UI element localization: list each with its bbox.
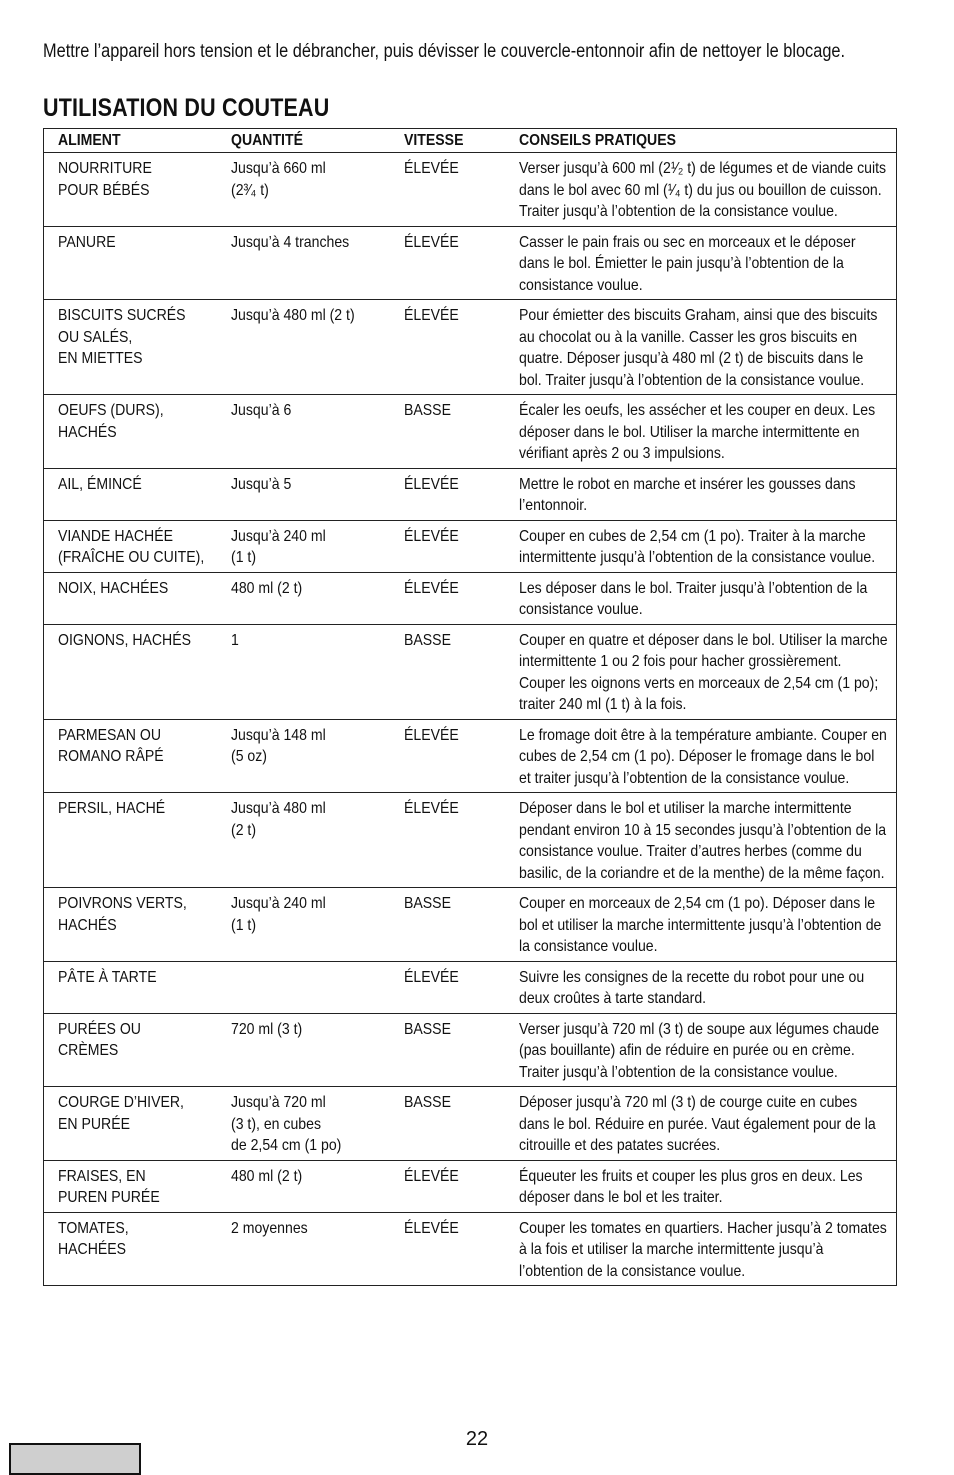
cell-quantite: 720 ml (3 t): [225, 1013, 398, 1087]
section-heading: UTILISATION DU COUTEAU: [43, 94, 330, 122]
cell-aliment: PURÉES OU CRÈMES: [44, 1013, 226, 1087]
cell-conseils: Le fromage doit être à la température ambiante. Couper en cubes de 2,54 cm (1 po). Déposer le fromage dans le bol et traiter jusqu’à l’obtention de la consistance voulue.: [513, 719, 897, 793]
cell-vitesse: ÉLEVÉE: [398, 793, 513, 888]
cell-vitesse: BASSE: [398, 1013, 513, 1087]
table-row: [44, 153, 897, 227]
column-header-conseils: CONSEILS PRATIQUES: [513, 129, 897, 153]
cell-aliment: NOIX, HACHÉES: [44, 572, 226, 624]
column-header-aliment: ALIMENT: [44, 129, 226, 153]
cell-vitesse: ÉLEVÉE: [398, 520, 513, 572]
cell-aliment: POIVRONS VERTS, HACHÉS: [44, 888, 226, 962]
cell-aliment: BISCUITS SUCRÉS OU SALÉS, EN MIETTES: [44, 300, 226, 395]
intro-paragraph: Mettre l’appareil hors tension et le débrancher, puis dévisser le couvercle-entonnoir afin de nettoyer le blocage.: [43, 41, 846, 62]
cell-vitesse: ÉLEVÉE: [398, 300, 513, 395]
table-row: [44, 520, 897, 572]
cell-conseils: Couper en morceaux de 2,54 cm (1 po). Déposer dans le bol et utiliser la marche intermittente jusqu’à l’obtention de la consistance voulue.: [513, 888, 897, 962]
cell-aliment: NOURRITURE POUR BÉBÉS: [44, 153, 226, 227]
table-row: [44, 1013, 897, 1087]
cell-aliment: OEUFS (DURS), HACHÉS: [44, 395, 226, 469]
cell-vitesse: ÉLEVÉE: [398, 961, 513, 1013]
table-row: [44, 572, 897, 624]
cell-conseils: Verser jusqu’à 720 ml (3 t) de soupe aux légumes chaude (pas bouillante) afin de réduire en purée ou en crème. Traiter jusqu’à l’obtention de la consistance voulue.: [513, 1013, 897, 1087]
cell-aliment: COURGE D’HIVER, EN PURÉE: [44, 1087, 226, 1161]
table-row: [44, 300, 897, 395]
cell-quantite: 2 moyennes: [225, 1212, 398, 1286]
cell-conseils: Suivre les consignes de la recette du robot pour une ou deux croûtes à tarte standard.: [513, 961, 897, 1013]
cell-vitesse: BASSE: [398, 888, 513, 962]
cell-quantite: [225, 961, 398, 1013]
cell-quantite: Jusqu’à 480 ml (2 t): [225, 793, 398, 888]
cell-vitesse: BASSE: [398, 624, 513, 719]
cell-conseils: Casser le pain frais ou sec en morceaux et le déposer dans le bol. Émietter le pain jusqu’à l’obtention de la consistance voulue.: [513, 226, 897, 300]
cell-aliment: PERSIL, HACHÉ: [44, 793, 226, 888]
cell-vitesse: ÉLEVÉE: [398, 153, 513, 227]
cell-quantite: Jusqu’à 4 tranches: [225, 226, 398, 300]
table-row: [44, 1087, 897, 1161]
table-row: [44, 719, 897, 793]
cell-vitesse: BASSE: [398, 395, 513, 469]
cell-aliment: TOMATES, HACHÉES: [44, 1212, 226, 1286]
cell-aliment: OIGNONS, HACHÉS: [44, 624, 226, 719]
cell-aliment: FRAISES, EN PUREN PURÉE: [44, 1160, 226, 1212]
cell-aliment: PÂTE À TARTE: [44, 961, 226, 1013]
cell-quantite: Jusqu’à 240 ml (1 t): [225, 520, 398, 572]
cell-quantite: Jusqu’à 720 ml (3 t), en cubes de 2,54 cm (1 po): [225, 1087, 398, 1161]
cell-quantite: Jusqu’à 6: [225, 395, 398, 469]
table-body: [44, 153, 897, 1286]
table-header-row: [44, 129, 897, 153]
knife-usage-table: [43, 128, 897, 1286]
cell-vitesse: ÉLEVÉE: [398, 468, 513, 520]
table-row: [44, 1160, 897, 1212]
cell-conseils: Équeuter les fruits et couper les plus gros en deux. Les déposer dans le bol et les traiter.: [513, 1160, 897, 1212]
cell-conseils: Couper en quatre et déposer dans le bol. Utiliser la marche intermittente 1 ou 2 fois pour hacher grossièrement. Couper les oignons verts en morceaux de 2,54 cm (1 po); traiter 240 ml (1 t) à la fois.: [513, 624, 897, 719]
column-header-quantite: QUANTITÉ: [225, 129, 398, 153]
table-row: [44, 226, 897, 300]
table-row: [44, 395, 897, 469]
cell-conseils: Mettre le robot en marche et insérer les gousses dans l’entonnoir.: [513, 468, 897, 520]
cell-conseils: Déposer dans le bol et utiliser la marche intermittente pendant environ 10 à 15 secondes jusqu’à l’obtention de la consistance voulue. Traiter d’autres herbes (comme du basilic, de la coriandre et de la menthe) de la même façon.: [513, 793, 897, 888]
cell-aliment: AIL, ÉMINCÉ: [44, 468, 226, 520]
cell-conseils: Couper en cubes de 2,54 cm (1 po). Traiter à la marche intermittente jusqu’à l’obtention de la consistance voulue.: [513, 520, 897, 572]
cell-quantite: Jusqu’à 240 ml (1 t): [225, 888, 398, 962]
cell-quantite: Jusqu’à 660 ml (2³⁄₄ t): [225, 153, 398, 227]
footer-color-box: [9, 1443, 141, 1475]
cell-quantite: Jusqu’à 148 ml (5 oz): [225, 719, 398, 793]
cell-vitesse: ÉLEVÉE: [398, 1160, 513, 1212]
cell-aliment: PARMESAN OU ROMANO RÂPÉ: [44, 719, 226, 793]
cell-aliment: VIANDE HACHÉE (FRAÎCHE OU CUITE),: [44, 520, 226, 572]
cell-vitesse: ÉLEVÉE: [398, 572, 513, 624]
cell-quantite: 1: [225, 624, 398, 719]
cell-vitesse: BASSE: [398, 1087, 513, 1161]
table-row: [44, 888, 897, 962]
table-row: [44, 468, 897, 520]
column-header-vitesse: VITESSE: [398, 129, 513, 153]
cell-vitesse: ÉLEVÉE: [398, 1212, 513, 1286]
cell-conseils: Écaler les oeufs, les assécher et les couper en deux. Les déposer dans le bol. Utiliser la marche intermittente en vérifiant après 2 ou 3 impulsions.: [513, 395, 897, 469]
cell-vitesse: ÉLEVÉE: [398, 719, 513, 793]
cell-vitesse: ÉLEVÉE: [398, 226, 513, 300]
cell-conseils: Verser jusqu’à 600 ml (2¹⁄₂ t) de légumes et de viande cuits dans le bol avec 60 ml (¹⁄₄ t) du jus ou bouillon de cuisson. Traiter jusqu’à l’obtention de la consistance voulue.: [513, 153, 897, 227]
cell-conseils: Déposer jusqu’à 720 ml (3 t) de courge cuite en cubes dans le bol. Réduire en purée. Vaut également pour de la citrouille et des patates sucrées.: [513, 1087, 897, 1161]
cell-quantite: Jusqu’à 480 ml (2 t): [225, 300, 398, 395]
cell-conseils: Pour émietter des biscuits Graham, ainsi que des biscuits au chocolat ou à la vanille. Casser les gros biscuits en quatre. Déposer jusqu’à 480 ml (2 t) de biscuits dans le bol. Traiter jusqu’à l’obtention de la consistance voulue.: [513, 300, 897, 395]
cell-conseils: Les déposer dans le bol. Traiter jusqu’à l’obtention de la consistance voulue.: [513, 572, 897, 624]
cell-quantite: Jusqu’à 5: [225, 468, 398, 520]
page-number: 22: [465, 1428, 489, 1450]
cell-quantite: 480 ml (2 t): [225, 572, 398, 624]
table-row: [44, 961, 897, 1013]
cell-quantite: 480 ml (2 t): [225, 1160, 398, 1212]
table-row: [44, 624, 897, 719]
table-row: [44, 793, 897, 888]
cell-aliment: PANURE: [44, 226, 226, 300]
table-row: [44, 1212, 897, 1286]
cell-conseils: Couper les tomates en quartiers. Hacher jusqu’à 2 tomates à la fois et utiliser la marche intermittente jusqu’à l’obtention de la consistance voulue.: [513, 1212, 897, 1286]
